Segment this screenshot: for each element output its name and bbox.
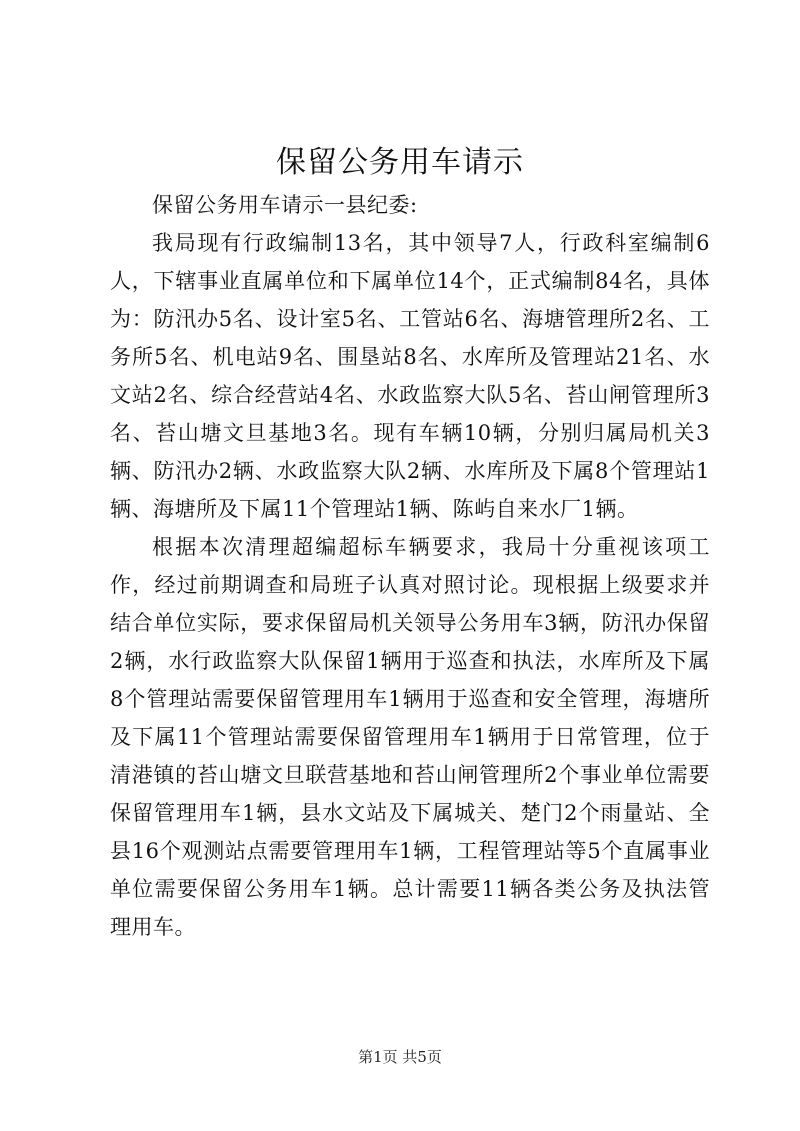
staffing-paragraph: 我局现有行政编制13名，其中领导7人，行政科室编制6人，下辖事业直属单位和下属单位14个，正式编制84名，具体为：防汛办5名、设计室5名、工管站6名、海塘管理所2名、工务所5名、机电站9名、围垦站8名、水库所及管理站21名、水文站2名、综合经营站4名、水政监察大队5名、苔山闸管理所3名、苔山塘文旦基地3名。现有车辆10辆，分别归属局机关3辆、防汛办2辆、水政监察大队2辆、水库所及下属8个管理站1辆、海塘所及下属11个管理站1辆、陈屿自来水厂1辆。: [110, 231, 710, 521]
salutation-paragraph: 保留公务用车请示一县纪委:: [152, 193, 418, 217]
document-body: [110, 186, 710, 946]
document-title: 保留公务用车请示: [276, 145, 524, 180]
page-footer: 第1页 共5页: [358, 1048, 442, 1066]
request-paragraph: 根据本次清理超编超标车辆要求，我局十分重视该项工作，经过前期调查和局班子认真对照讨论。现根据上级要求并结合单位实际，要求保留局机关领导公务用车3辆，防汛办保留2辆，水行政监察大队保留1辆用于巡查和执法，水库所及下属8个管理站需要保留管理用车1辆用于巡查和安全管理，海塘所及下属11个管理站需要保留管理用车1辆用于日常管理，位于清港镇的苔山塘文旦联营基地和苔山闸管理所2个事业单位需要保留管理用车1辆，县水文站及下属城关、楚门2个雨量站、全县16个观测站点需要管理用车1辆，工程管理站等5个直属事业单位需要保留公务用车1辆。总计需要11辆各类公务及执法管理用车。: [110, 535, 710, 939]
